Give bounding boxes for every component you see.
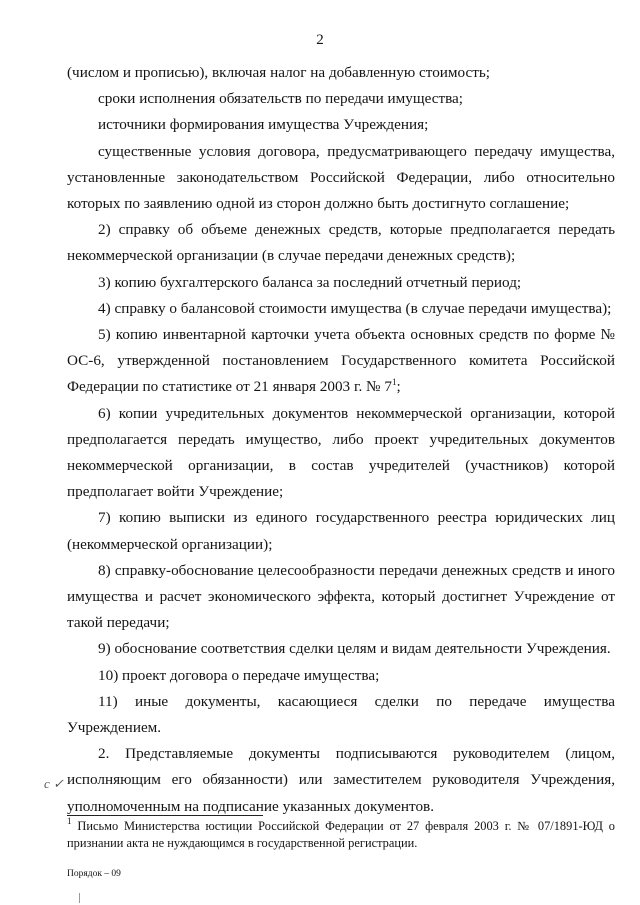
- paragraph: 9) обоснование соответствия сделки целям и видам деятельности Учреждения.: [98, 640, 611, 658]
- paragraph: 11) иные документы, касающиеся сделки по передаче имущества Учреждением.: [67, 692, 615, 737]
- paragraph: существенные условия договора, предусматривающего передачу имущества, установленные законодательством Российской Федерации, либо относительно которых по заявлению одной из сторон должно быть достигнуто соглашение;: [67, 142, 615, 213]
- paragraph: 7) копию выписки из единого государственного реестра юридических лиц (некоммерческой организации);: [67, 509, 615, 553]
- paragraph: (числом и прописью), включая налог на добавленную стоимость;: [67, 64, 491, 81]
- footnote-marker: 1: [67, 816, 72, 826]
- paragraph: 10) проект договора о передаче имущества;: [98, 666, 380, 684]
- footnote-reference[interactable]: 1: [391, 377, 397, 388]
- page-number: 2: [316, 32, 324, 48]
- handwritten-margin-mark: с ✓: [44, 776, 64, 791]
- footnote-divider: [67, 815, 263, 816]
- paragraph: сроки исполнения обязательств по передачи имущества;: [98, 90, 464, 108]
- scan-artifact: [79, 893, 80, 903]
- paragraph: 6) копии учредительных документов некоммерческой организации, которой предполагается передать имущество, либо проект учредительных документов некоммерческой организации, в состав учредителей (участников) которой предполагает войти Учреждение;: [67, 404, 615, 501]
- paragraph: 2) справку об объеме денежных средств, которые предполагается передать некоммерческой организации (в случае передачи денежных средств);: [67, 221, 615, 265]
- paragraph: 3) копию бухгалтерского баланса за последний отчетный период;: [98, 273, 522, 291]
- paragraph-with-footnote: [67, 322, 615, 401]
- footnote: [67, 818, 615, 852]
- paragraph: 4) справку о балансовой стоимости имущества (в случае передачи имущества);: [98, 299, 612, 317]
- footnote-text: Письмо Министерства юстиции Российской Федерации от 27 февраля 2003 г. № 07/1891-ЮД о признании акта не нуждающимся в государственной регистрации.: [67, 819, 615, 850]
- paragraph: 8) справку-обоснование целесообразности передачи денежных средств и иного имущества и расчет экономического эффекта, который достигнет Учреждение от такой передачи;: [67, 561, 615, 632]
- paragraph: 2. Представляемые документы подписываются руководителем (лицом, исполняющим его обязанности) или заместителем руководителя Учреждения, уполномоченным на подписание указанных документов.: [67, 745, 615, 815]
- body-text: [67, 60, 615, 820]
- paragraph-tail: ;: [396, 378, 401, 396]
- paragraph: источники формирования имущества Учреждения;: [98, 116, 429, 134]
- paragraph-text: 5) копию инвентарной карточки учета объекта основных средств по форме № ОС-6, утвержденной постановлением Государственного комитета Российской Федерации по статистике от 21 января 2003 г. № 7: [67, 326, 615, 396]
- footer-document-code: Порядок – 09: [67, 869, 121, 879]
